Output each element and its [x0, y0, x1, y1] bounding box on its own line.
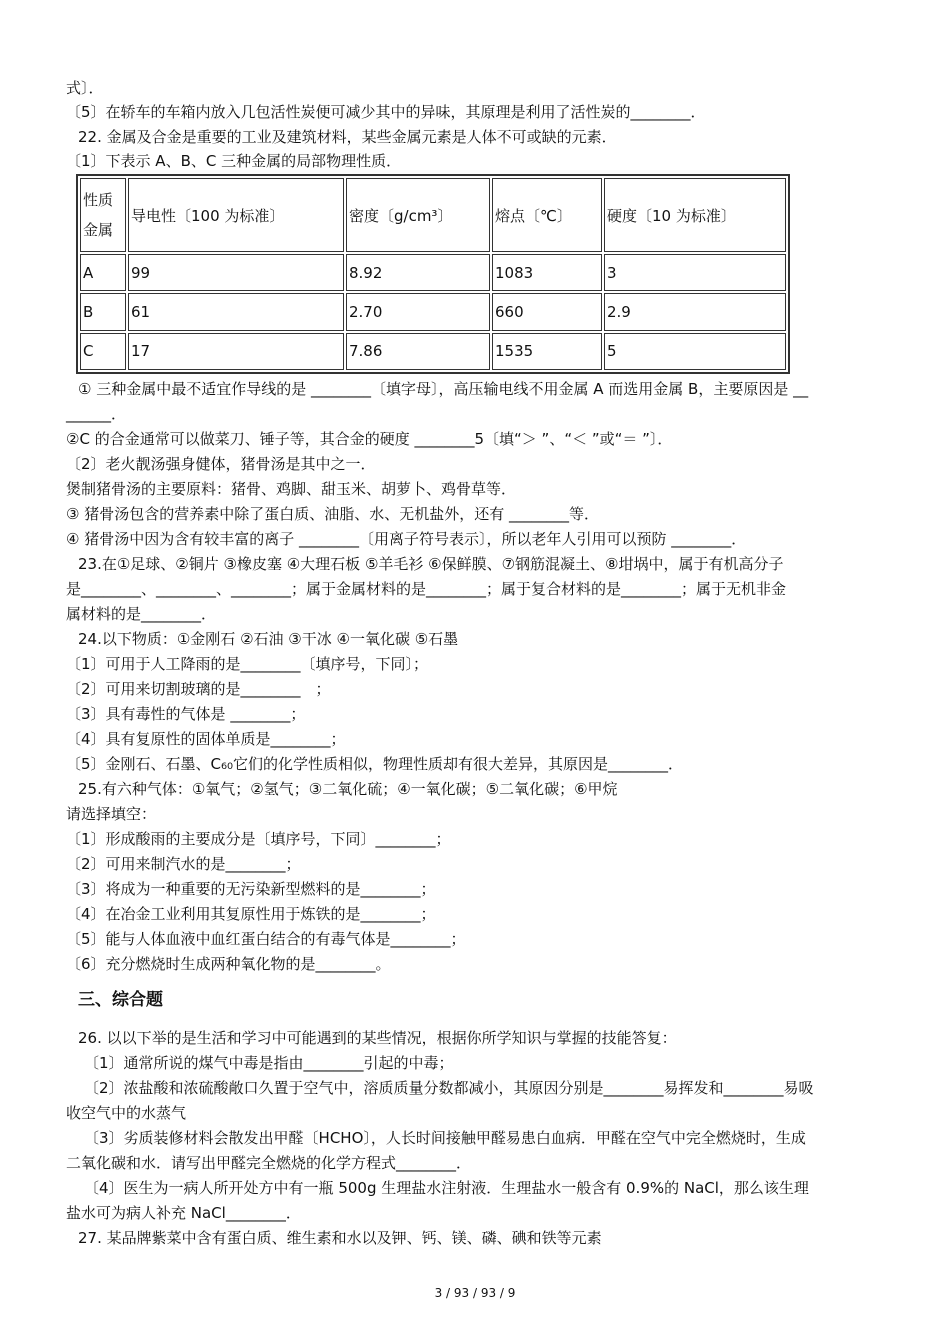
corner-property-label: 性质	[83, 191, 114, 209]
table-row	[80, 293, 786, 330]
text-line: 盐水可为病人补充 NaCl________．	[66, 1204, 301, 1222]
section-title: 三、综合题	[78, 990, 163, 1010]
question-25-2: 〔2〕可用来制汽水的是________；	[66, 855, 301, 873]
question-24: 24.以下物质：①金刚石 ②石油 ③干冰 ④一氧化碳 ⑤石墨	[78, 630, 459, 648]
table-cell: 7.86	[346, 333, 490, 370]
table-cell: 2.70	[346, 293, 490, 330]
question-22-2-c: ③ 猪骨汤包含的营养素中除了蛋白质、油脂、水、无机盐外，还有 ________等．	[66, 505, 599, 523]
question-24-4: 〔4〕具有复原性的固体单质是________；	[66, 730, 346, 748]
question-22-1: 〔1〕下表示 A、B、C 三种金属的局部物理性质．	[66, 152, 402, 170]
question-22-1-a: ① 三种金属中最不适宜作导线的是 ________〔填字母〕，高压输电线不用金属 A 而选用金属 B，主要原因是 __	[78, 380, 809, 398]
column-header: 导电性〔100 为标准〕	[128, 178, 344, 252]
question-24-1: 〔1〕可用于人工降雨的是________〔填序号，下同〕；	[66, 655, 429, 673]
text-line: 煲制猪骨汤的主要原料：猪骨、鸡脚、甜玉米、胡萝卜、鸡骨草等．	[66, 480, 517, 498]
table-cell: 99	[128, 254, 344, 291]
text-line: 是________、________、________；属于金属材料的是________；属于复合材料的是________；属于无机非金	[66, 580, 787, 598]
question-26-1: 〔1〕通常所说的煤气中毒是指由________引起的中毒；	[84, 1054, 454, 1072]
question-25: 25.有六种气体：①氧气；②氢气；③二氧化硫；④一氧化碳；⑤二氧化碳；⑥甲烷	[78, 780, 618, 798]
table-cell: 3	[604, 254, 786, 291]
question-27: 27. 某品牌紫菜中含有蛋白质、维生素和水以及钾、钙、镁、磷、碘和铁等元素	[78, 1229, 602, 1247]
question-23: 23.在①足球、②铜片 ③橡皮塞 ④大理石板 ⑤羊毛衫 ⑥保鲜膜、⑦钢筋混凝土、⑧坩埚中，属于有机高分子	[78, 555, 784, 573]
column-header: 密度〔g/cm³〕	[346, 178, 490, 252]
table-cell: 1083	[492, 254, 602, 291]
table-row	[80, 254, 786, 291]
text-line: ______．	[66, 405, 127, 423]
question-24-2: 〔2〕可用来切割玻璃的是________ ；	[66, 680, 331, 698]
table-cell: 660	[492, 293, 602, 330]
text-line: 二氧化碳和水．请写出甲醛完全燃烧的化学方程式________．	[66, 1154, 472, 1172]
table-cell: 8.92	[346, 254, 490, 291]
question-26-3: 〔3〕劣质装修材料会散发出甲醛〔HCHO〕，人长时间接触甲醛易患白血病．甲醛在空气中完全燃烧时，生成	[84, 1129, 806, 1147]
table-corner-cell	[80, 178, 126, 252]
table-cell: 2.9	[604, 293, 786, 330]
question-25-1: 〔1〕形成酸雨的主要成分是〔填序号，下同〕________；	[66, 830, 451, 848]
question-26-2: 〔2〕浓盐酸和浓硫酸敞口久置于空气中，溶质质量分数都减小，其原因分别是________易挥发和________易吸	[84, 1079, 814, 1097]
question-25-5: 〔5〕能与人体血液中血红蛋白结合的有毒气体是________；	[66, 930, 466, 948]
question-21-5: 〔5〕在轿车的车箱内放入几包活性炭便可减少其中的异味，其原理是利用了活性炭的________．	[66, 103, 706, 121]
table-row	[80, 333, 786, 370]
question-22-1-b: ②C 的合金通常可以做菜刀、锤子等，其合金的硬度 ________5〔填“＞ ”、“＜ ”或“＝ ”〕．	[66, 430, 673, 448]
text-line: 请选择填空：	[66, 805, 157, 823]
table-cell: B	[80, 293, 126, 330]
table-cell: A	[80, 254, 126, 291]
table-cell: 61	[128, 293, 344, 330]
question-25-3: 〔3〕将成为一种重要的无污染新型燃料的是________；	[66, 880, 436, 898]
question-24-3: 〔3〕具有毒性的气体是 ________；	[66, 705, 306, 723]
text-line: 属材料的是________．	[66, 605, 217, 623]
question-25-4: 〔4〕在冶金工业利用其复原性用于炼铁的是________；	[66, 905, 436, 923]
question-22-2: 〔2〕老火靓汤强身健体，猪骨汤是其中之一．	[66, 455, 376, 473]
question-22-2-d: ④ 猪骨汤中因为含有较丰富的离子 ________〔用离子符号表示〕，所以老年人引用可以预防 ________．	[66, 530, 747, 548]
text-line: 式〕．	[66, 79, 104, 97]
question-26: 26. 以以下举的是生活和学习中可能遇到的某些情况，根据你所学知识与掌握的技能答复：	[78, 1029, 677, 1047]
table-cell: C	[80, 333, 126, 370]
table-cell: 1535	[492, 333, 602, 370]
question-22: 22. 金属及合金是重要的工业及建筑材料，某些金属元素是人体不可或缺的元素．	[78, 128, 617, 146]
question-26-4: 〔4〕医生为一病人所开处方中有一瓶 500g 生理盐水注射液．生理盐水一般含有 0.9%的 NaCl，那么该生理	[84, 1179, 809, 1197]
corner-metal-label: 金属	[83, 221, 114, 239]
question-24-5: 〔5〕金刚石、石墨、C₆₀它们的化学性质相似，物理性质却有很大差异，其原因是________．	[66, 755, 684, 773]
table-cell: 17	[128, 333, 344, 370]
table-cell: 5	[604, 333, 786, 370]
column-header: 熔点〔℃〕	[492, 178, 602, 252]
column-header: 硬度〔10 为标准〕	[604, 178, 786, 252]
page-footer: 3 / 93 / 93 / 9	[434, 1286, 516, 1300]
metal-properties-table	[76, 174, 790, 374]
text-line: 收空气中的水蒸气	[66, 1104, 187, 1122]
question-25-6: 〔6〕充分燃烧时生成两种氧化物的是________。	[66, 955, 391, 973]
table-header-row	[80, 178, 786, 252]
